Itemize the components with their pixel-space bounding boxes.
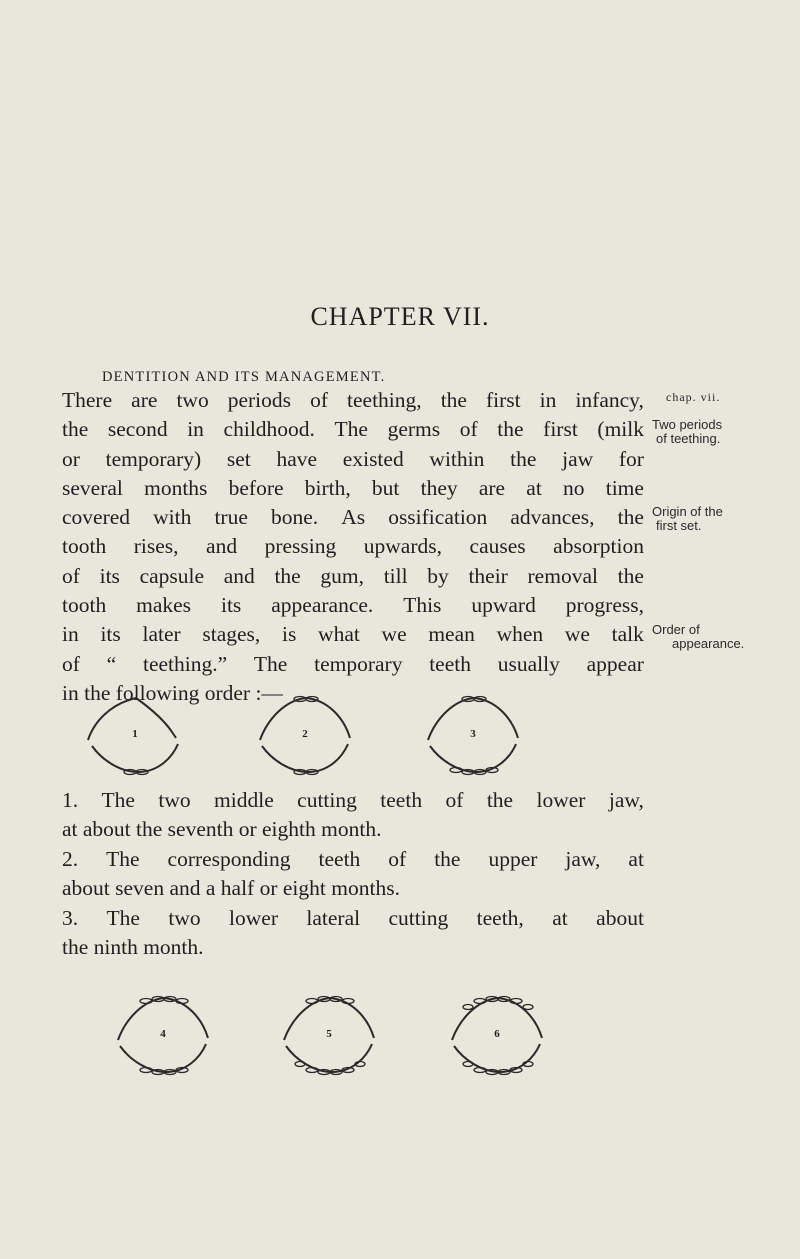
teeth-diagram-row-2: [80, 988, 620, 1088]
word: middle: [214, 788, 274, 812]
word: its: [100, 622, 121, 647]
word: existed: [342, 446, 404, 471]
margin-note-two-periods: [652, 418, 722, 446]
text-line: the ninth month.: [62, 935, 204, 960]
margin-note-line: of teething.: [656, 431, 721, 446]
word: till: [383, 563, 408, 588]
word: of: [388, 847, 407, 871]
body-paragraph: [62, 386, 644, 708]
word: temporary: [314, 651, 403, 676]
list-item-2: [62, 845, 644, 904]
word: of: [310, 388, 328, 412]
word: rises,: [133, 534, 179, 559]
margin-note-line: appearance.: [672, 636, 745, 651]
word: no: [563, 475, 585, 500]
word: 1.: [62, 788, 79, 812]
word: their: [468, 563, 508, 588]
margin-chapter-ref: chap. vii.: [666, 390, 721, 404]
word: of: [445, 788, 464, 812]
word: The: [253, 651, 288, 676]
word: As: [341, 505, 366, 530]
diagram-label: 2: [302, 728, 308, 740]
word: the: [274, 563, 301, 588]
word: upwards,: [363, 534, 443, 559]
word: pressing: [264, 534, 337, 559]
text-line: at about the seventh or eighth month.: [62, 817, 382, 842]
word: time: [605, 475, 644, 500]
word: and: [223, 563, 255, 588]
word: of: [459, 417, 478, 442]
word: upper: [488, 847, 538, 871]
word: upward: [471, 593, 536, 618]
word: teeth,: [476, 906, 524, 930]
word: later: [142, 622, 181, 647]
margin-note-order: [652, 623, 744, 651]
word: temporary): [105, 446, 202, 471]
text-line: [62, 503, 644, 532]
word: the: [510, 446, 537, 471]
word: stages,: [202, 622, 261, 647]
diagram-label: 6: [494, 1028, 500, 1040]
margin-note-line: Origin of the: [652, 504, 723, 519]
word: jaw,: [565, 847, 601, 871]
word: several: [62, 475, 123, 500]
jaw-diagram-3: [418, 688, 528, 780]
chapter-title: CHAPTER VII.: [310, 302, 490, 331]
word: talk: [611, 622, 644, 647]
word: teeth: [380, 788, 423, 812]
word: in: [187, 417, 204, 442]
word: the: [497, 417, 524, 442]
word: at: [526, 475, 542, 500]
word: have: [276, 446, 318, 471]
word: second: [107, 417, 168, 442]
word: they: [420, 475, 458, 500]
text-line: [62, 904, 644, 933]
word: the: [617, 563, 644, 588]
word: appearance.: [271, 593, 374, 618]
word: appear: [586, 651, 644, 676]
word: mean: [428, 622, 475, 647]
word: The: [106, 847, 140, 871]
word: makes: [136, 593, 192, 618]
word: cutting: [297, 788, 357, 812]
word: before: [228, 475, 284, 500]
word: bone.: [270, 505, 319, 530]
chapter-subtitle: DENTITION AND ITS MANAGEMENT.: [102, 369, 386, 385]
word: two: [176, 388, 209, 412]
diagram-label: 1: [132, 728, 138, 740]
text-line: [62, 532, 644, 561]
word: lower: [229, 906, 278, 930]
word: teeth: [318, 847, 361, 871]
margin-note-origin: [652, 505, 723, 533]
word: are: [131, 388, 158, 412]
word: two: [168, 906, 201, 930]
word: usually: [497, 651, 560, 676]
word: with: [153, 505, 192, 530]
word: jaw,: [608, 788, 644, 812]
word: “: [106, 651, 117, 676]
jaw-diagram-4: [108, 988, 218, 1080]
word: the: [617, 505, 644, 530]
list-item-1: [62, 786, 644, 845]
word: first: [486, 388, 521, 412]
jaw-diagram-6: [442, 988, 552, 1080]
word: ossification: [388, 505, 488, 530]
text-line: [62, 845, 644, 874]
word: the: [486, 788, 514, 812]
margin-note-line: Order of: [652, 622, 700, 637]
word: within: [429, 446, 485, 471]
word: teething.”: [142, 651, 228, 676]
word: is: [282, 622, 297, 647]
word: progress,: [565, 593, 644, 618]
word: periods: [227, 388, 292, 412]
text-line: [62, 620, 644, 649]
word: two: [158, 788, 191, 812]
text-line: [62, 386, 644, 415]
word: (milk: [597, 417, 644, 442]
word: lateral: [306, 906, 361, 930]
word: what: [318, 622, 360, 647]
text-line: [62, 650, 644, 679]
word: we: [381, 622, 407, 647]
jaw-diagram-5: [274, 988, 384, 1080]
word: advances,: [510, 505, 595, 530]
word: the: [440, 388, 467, 412]
diagram-label: 3: [470, 728, 476, 740]
text-line: about seven and a half or eight months.: [62, 876, 400, 901]
word: we: [564, 622, 590, 647]
word: teeth: [429, 651, 471, 676]
word: lower: [536, 788, 586, 812]
word: the: [434, 847, 461, 871]
word: its: [99, 563, 120, 588]
word: at: [552, 906, 568, 930]
word: first: [543, 417, 578, 442]
text-line: [62, 415, 644, 444]
word: tooth: [62, 534, 107, 559]
word: jaw: [562, 446, 594, 471]
word: infancy,: [575, 388, 644, 412]
text-line: [62, 474, 644, 503]
word: The: [334, 417, 368, 442]
word: or: [62, 446, 80, 471]
word: 2.: [62, 847, 79, 871]
word: for: [618, 446, 644, 471]
word: at: [628, 847, 644, 871]
text-line: [62, 591, 644, 620]
word: teething,: [347, 388, 422, 412]
word: are: [478, 475, 506, 500]
word: by: [427, 563, 449, 588]
word: 3.: [62, 906, 79, 930]
diagram-label: 5: [326, 1028, 332, 1040]
margin-note-line: first set.: [656, 518, 702, 533]
word: about: [596, 906, 644, 930]
word: This: [403, 593, 442, 618]
word: corresponding: [167, 847, 291, 871]
jaw-diagram-1: [80, 688, 190, 780]
word: The: [101, 788, 135, 812]
text-line: in the following order :—: [62, 680, 283, 705]
word: when: [496, 622, 544, 647]
word: birth,: [304, 475, 351, 500]
word: in: [539, 388, 557, 412]
word: cutting: [388, 906, 449, 930]
word: its: [220, 593, 242, 618]
list-item-3: [62, 904, 644, 963]
teeth-diagram-row-1: [80, 688, 620, 788]
word: covered: [62, 505, 131, 530]
text-line: [62, 445, 644, 474]
text-line: [62, 562, 644, 591]
word: capsule: [139, 563, 205, 588]
word: tooth: [62, 593, 107, 618]
word: in: [62, 622, 79, 647]
word: but: [371, 475, 400, 500]
word: The: [106, 906, 140, 930]
jaw-diagram-2: [250, 688, 360, 780]
word: of: [62, 651, 80, 676]
word: removal: [527, 563, 598, 588]
diagram-label: 4: [160, 1028, 166, 1040]
word: causes: [469, 534, 526, 559]
word: absorption: [553, 534, 644, 559]
word: set: [226, 446, 251, 471]
word: germs: [387, 417, 441, 442]
word: the: [62, 417, 89, 442]
word: There: [62, 388, 113, 412]
word: gum,: [320, 563, 365, 588]
word: childhood.: [223, 417, 315, 442]
word: and: [206, 534, 238, 559]
text-line: [62, 786, 644, 815]
word: of: [62, 563, 80, 588]
margin-note-line: Two periods: [652, 417, 723, 432]
word: true: [214, 505, 248, 530]
word: months: [144, 475, 208, 500]
